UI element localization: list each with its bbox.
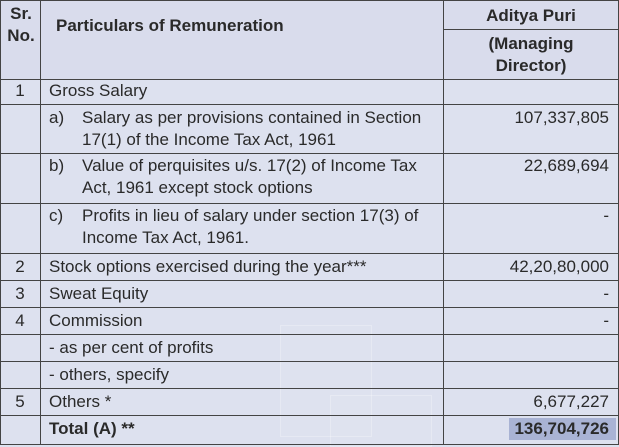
row1-sr: 1 bbox=[15, 81, 25, 100]
row2-sr: 2 bbox=[15, 257, 25, 276]
row3-value: - bbox=[603, 284, 609, 303]
row1c-sub: c) bbox=[49, 206, 64, 225]
divider bbox=[0, 203, 619, 204]
total-label: Total (A) ** bbox=[49, 419, 135, 438]
divider bbox=[0, 388, 619, 389]
divider bbox=[0, 361, 619, 362]
header-designation: (Managing Director) bbox=[488, 34, 574, 75]
divider bbox=[0, 0, 619, 1]
divider bbox=[0, 0, 1, 445]
row4-value: - bbox=[603, 311, 609, 330]
row1c-value: - bbox=[603, 206, 609, 225]
row1a-value: 107,337,805 bbox=[514, 108, 609, 127]
row3-sr: 3 bbox=[15, 284, 25, 303]
divider bbox=[0, 153, 619, 154]
divider bbox=[443, 0, 444, 445]
row2-value: 42,20,80,000 bbox=[509, 257, 609, 276]
divider bbox=[0, 307, 619, 308]
row1b-sub: b) bbox=[49, 156, 65, 175]
row4b-label: - others, specify bbox=[49, 365, 169, 384]
divider bbox=[0, 415, 619, 416]
row2-label: Stock options exercised during the year*** bbox=[49, 257, 367, 276]
row5-value: 6,677,227 bbox=[533, 392, 609, 411]
total-value: 136,704,726 bbox=[514, 419, 609, 438]
row1a-label: Salary as per provisions contained in Section 17(1) of the Income Tax Act, 1961 bbox=[82, 108, 422, 149]
row4-label: Commission bbox=[49, 311, 143, 330]
row1-label: Gross Salary bbox=[49, 81, 148, 100]
row1a-sub: a) bbox=[49, 108, 65, 127]
divider bbox=[0, 334, 619, 335]
divider bbox=[0, 104, 619, 105]
divider bbox=[40, 0, 41, 445]
row1b-value: 22,689,694 bbox=[523, 156, 609, 175]
row4-sr: 4 bbox=[15, 311, 25, 330]
row5-label: Others * bbox=[49, 392, 112, 411]
row5-sr: 5 bbox=[15, 392, 25, 411]
row4a-label: - as per cent of profits bbox=[49, 338, 214, 357]
row3-label: Sweat Equity bbox=[49, 284, 149, 303]
header-name: Aditya Puri bbox=[486, 6, 576, 25]
watermark-block bbox=[330, 395, 432, 447]
header-sr-no: Sr. No. bbox=[7, 4, 35, 45]
divider bbox=[0, 280, 619, 281]
header-particulars: Particulars of Remuneration bbox=[56, 16, 284, 35]
row1c-label: Profits in lieu of salary under section 17(3) of Income Tax Act, 1961. bbox=[82, 206, 419, 247]
divider bbox=[443, 29, 619, 30]
row1b-label: Value of perquisites u/s. 17(2) of Income Tax Act, 1961 except stock options bbox=[82, 156, 417, 197]
divider bbox=[0, 79, 619, 80]
divider bbox=[0, 253, 619, 254]
